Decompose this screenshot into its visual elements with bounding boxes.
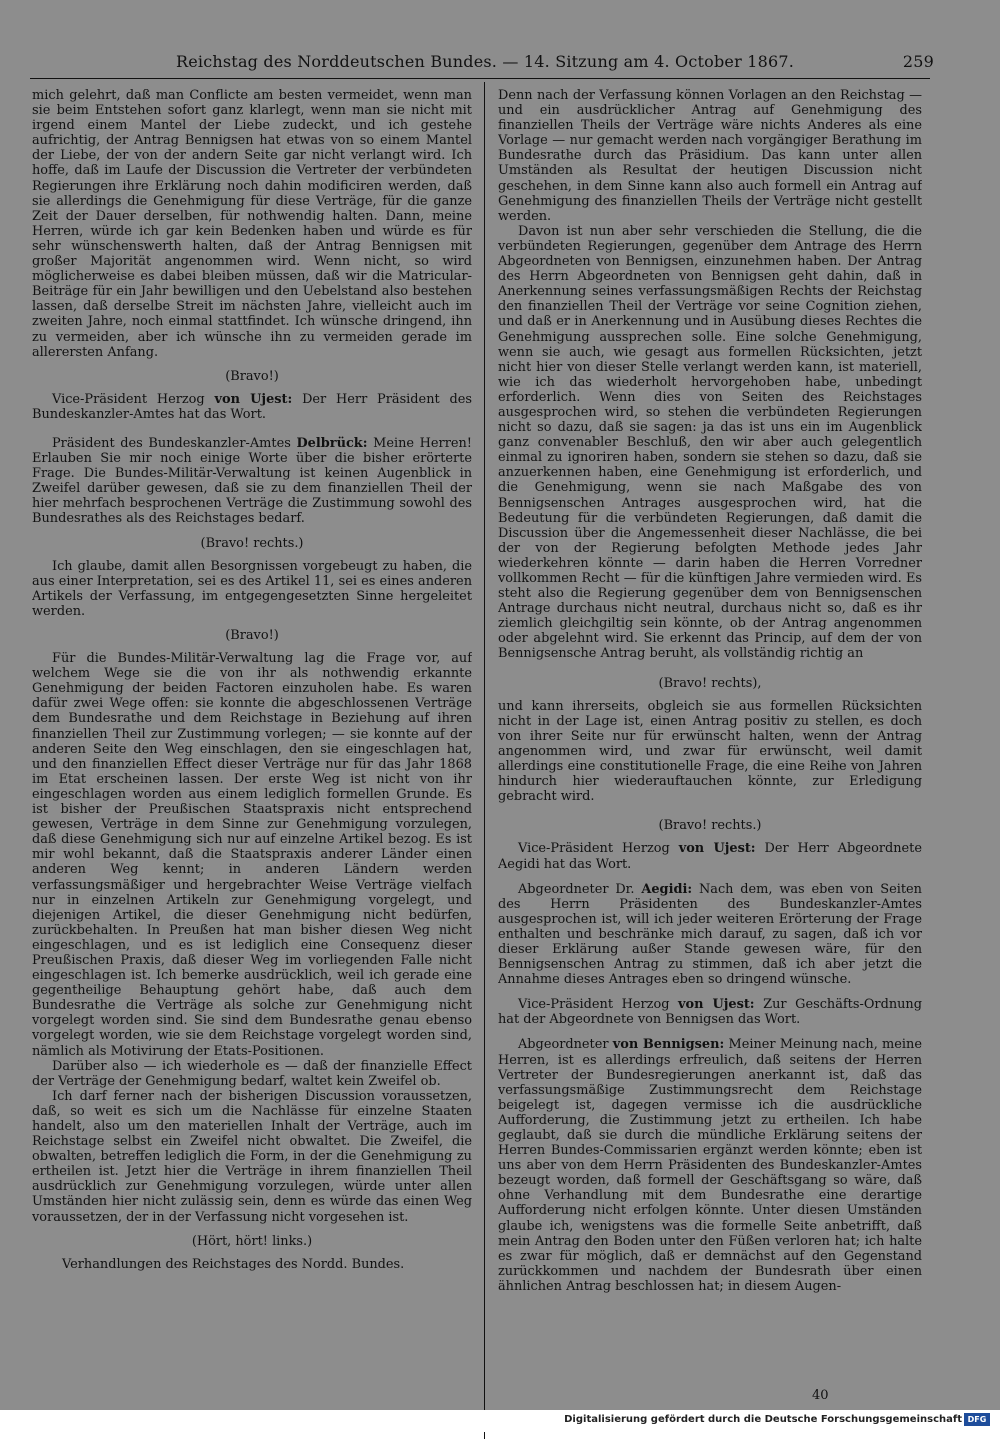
speaker-prefix: Abgeordneter Dr. bbox=[518, 881, 635, 897]
speaker-paragraph bbox=[32, 392, 472, 422]
interjection: (Bravo! rechts), bbox=[658, 675, 762, 691]
speaker-paragraph bbox=[32, 436, 472, 527]
column-divider bbox=[484, 82, 485, 1439]
speaker-text: Nach dem, was eben von Seiten des Herrn Präsidenten des Bundeskanzler-Amtes ausgesprochen ist, will ich jeder weiteren Erörterung der Frage enthalten und beschränke mich darauf, zu sagen, daß ich vor dieser Erklärung außer Stande gewesen wäre, für den Bennigsenschen Antrag zu stimmen, daß ich aber jetzt die Annahme dieses Antrages eben so dringend wünsche. bbox=[498, 881, 922, 988]
dfg-logo-icon[interactable]: DFG bbox=[964, 1413, 990, 1426]
paragraph: Ich darf ferner nach der bisherigen Discussion voraussetzen, daß, so weit es sich um die Nachlässe für einzelne Staaten handelt, also um den materiellen Inhalt der Verträge, auch im Reichstage selbst ein Zweifel nicht obwaltet. Die Zweifel, die obwalten, betreffen lediglich die Form, in der die Genehmigung zu ertheilen ist. Jetzt hier die Verträge in ihrem finanziellen Theil ausdrücklich zur Genehmigung vorzulegen, würde unter allen Umständen hier nicht zulässig sein, denn es würde das einen Weg voraussetzen, der in der Verfassung nicht vorgesehen ist. bbox=[32, 1088, 472, 1225]
paragraph: und kann ihrerseits, obgleich sie aus formellen Rücksichten nicht in der Lage ist, einen Antrag positiv zu stellen, es doch von ihrer Seite nur für erwünscht halten, wenn der Antrag angenommen wird, und zwar für erwünscht, weil damit allerdings eine constitutionelle Frage, die eine Reihe von Jahren hindurch hier wiederauftauchen könnte, zur Erledigung gebracht wird. bbox=[498, 698, 922, 805]
speaker-text: Meiner Meinung nach, meine Herren, ist es allerdings erfreulich, daß seitens der Herren Vertreter der Bundesregierungen anerkannt ist, daß das verfassungsmäßige Zustimmungsrecht dem Reichstage beigelegt ist, dagegen vermisse ich die ausdrückliche Aufforderung, die Zustimmung jetzt zu ertheilen. Ich habe geglaubt, daß sie durch die mündliche Erklärung seitens der Herren Bundes-Commissarien ergänzt werden könnte; eben ist uns aber von dem Herrn Präsidenten des Bundeskanzler-Amtes bezeugt worden, daß formell der Geschäftsgang so wäre, daß ohne Verhandlung mit dem Bundesrathe eine derartige Aufforderung nicht erfolgen könnte. Unter diesen Umständen glaube ich, wenigstens was die formelle Seite anbetrifft, daß mein Antrag den Boden unter den Füßen verloren hat; ich halte es zwar für möglich, daß er demnächst auf den Gegenstand zurückkommen und nachdem der Bundesrath über einen ähnlichen Antrag beschlossen hat; in diesem Augen- bbox=[498, 1037, 922, 1294]
paragraph: Ich glaube, damit allen Besorgnissen vorgebeugt zu haben, die aus einer Interpretation, sei es des Artikel 11, sei es eines anderen Artikels der Verfassung, im entgegengesetzten Sinne hergeleitet werden. bbox=[32, 558, 472, 619]
speaker-text: Der Herr Präsident des Bundeskanzler-Amtes hat das Wort. bbox=[32, 391, 472, 422]
page-title: Reichstag des Norddeutschen Bundes. — 14. Sitzung am 4. October 1867. bbox=[176, 52, 795, 71]
speaker-text: Zur Geschäfts-Ordnung hat der Abgeordnete von Bennigsen das Wort. bbox=[498, 997, 922, 1028]
speaker-prefix: Präsident des Bundeskanzler-Amtes bbox=[52, 435, 291, 451]
speaker-prefix: Vice-Präsident Herzog bbox=[518, 997, 670, 1013]
speaker-prefix: Vice-Präsident Herzog bbox=[52, 391, 205, 407]
speaker-name: Delbrück: bbox=[296, 435, 368, 451]
paragraph: mich gelehrt, daß man Conflicte am besten vermeidet, wenn man sie beim Entstehen sofort ganz klarlegt, wenn man sie nicht mit irgend einem Mantel der Liebe zudeckt, und ich gestehe aufrichtig, der Antrag Bennigsen hat etwas von so einem Mantel der Liebe, der von der andern Seite gar nicht verlangt wird. Ich hoffe, daß im Laufe der Discussion die Vertreter der verbündeten Regierungen ihre Erklärung noch dahin modificiren werden, daß sie allerdings die Genehmigung für diese Verträge, für die ganze Zeit der Dauer derselben, für nothwendig halten. Dann, meine Herren, würde ich gar kein Bedenken haben und würde es für sehr wünschenswerth halten, daß der Antrag Bennigsen mit großer Majorität angenommen wird. Wenn nicht, so wird möglicherweise es dabei bleiben müssen, daß wir die Matricular-Beiträge für ein Jahr bewilligen und den Uebelstand also bestehen lassen, daß derselbe Streit im nächsten Jahre, vielleicht auch im zweiten Jahre, noch einmal stattfindet. Ich wünsche dringend, ihn zu vermeiden, aber ich wünsche ihn zu vermeiden gerade im allerersten Anfang. bbox=[32, 88, 472, 360]
speaker-paragraph bbox=[498, 997, 922, 1027]
speaker-name: von Bennigsen: bbox=[612, 1037, 725, 1053]
speaker-name: Aegidi: bbox=[641, 881, 693, 897]
header-rule bbox=[30, 78, 930, 79]
page-footer-note: Verhandlungen des Reichstages des Nordd. Bundes. bbox=[62, 1256, 405, 1272]
speaker-name: von Ujest: bbox=[678, 997, 755, 1013]
dfg-credit[interactable]: Digitalisierung gefördert durch die Deutsche Forschungsgemeinschaft bbox=[564, 1414, 962, 1425]
paragraph: Denn nach der Verfassung können Vorlagen an den Reichstag — und ein ausdrücklicher Antrag auf Genehmigung des finanziellen Theils der Verträge wäre nichts Anderes als eine Vorlage — nur gemacht werden nach vorgängiger Berathung im Bundesrathe durch das Präsidium. Das kann unter allen Umständen als Resultat der heutigen Discussion nicht geschehen, in dem Sinne kann also auch formell ein Antrag auf Genehmigung des finanziellen Theils der Verträge nicht gestellt werden. bbox=[498, 88, 922, 224]
speaker-paragraph bbox=[498, 841, 922, 871]
signature-mark: 40 bbox=[812, 1388, 829, 1403]
interjection: (Bravo! rechts.) bbox=[200, 535, 304, 551]
speaker-prefix: Vice-Präsident Herzog bbox=[518, 841, 670, 857]
interjection: (Bravo!) bbox=[225, 368, 279, 384]
paragraph: Davon ist nun aber sehr verschieden die Stellung, die die verbündeten Regierungen, gegenüber dem Antrage des Herrn Abgeordneten von Bennigsen, einzunehmen haben. Der Antrag des Herrn Abgeordneten von Bennigsen geht dahin, daß in Anerkennung seines verfassungsmäßigen Rechts der Reichstag den finanziellen Theil der Verträge vor seine Cognition ziehen, und daß er in Anerkennung und in Ausübung dieses Rechtes die Genehmigung aussprechen solle. Eine solche Genehmigung, wenn sie auch, wie gesagt aus formellen Rücksichten, jetzt nicht hier von dieser Stelle verlangt werden kann, ist materiell, wie ich das wiederholt hervorgehoben habe, unbedingt erforderlich. Wenn dies von Seiten des Reichstages ausgesprochen wird, so stehen die verbündeten Regierungen nicht so dazu, daß sie sagen: ja das ist uns ein im Augenblick ganz convenabler Beschluß, den wir aber auch gelegentlich einmal zu ignoriren haben, sondern sie stehen so dazu, daß sie anzuerkennen haben, eine Genehmigung ist erforderlich, und die Genehmigung, wenn sie nach Maßgabe des von Bennigsenschen Antrages ausgesprochen wird, hat die Bedeutung für die verbündeten Regierungen, daß damit die Discussion über die Angemessenheit dieser Nachlässe, die bei der von der Regierung befolgten Methode jedes Jahr wiederkehren könnte — darin haben die Herren Vorredner vollkommen Recht — für die künftigen Jahre vermieden wird. Es steht also die Regierung gegenüber dem von Bennigsenschen Antrage durchaus nicht neutral, durchaus nicht so, daß es ihr ziemlich gleichgiltig sein könnte, ob der Antrag angenommen oder abgelehnt wird. Sie erkennt das Princip, auf dem der von Bennigsensche Antrag beruht, als vollständig richtig an bbox=[498, 223, 922, 662]
speaker-paragraph bbox=[498, 882, 922, 988]
interjection: (Bravo! rechts.) bbox=[658, 818, 762, 834]
right-column bbox=[498, 88, 922, 1388]
speaker-text: Meine Herren! Erlauben Sie mir noch einige Worte über die bisher erörterte Frage. Die Bundes-Militär-Verwaltung ist keinen Augenblick in Zweifel darüber gewesen, daß sie zu dem finanziellen Theil der hier mehrfach besprochenen Verträge die Zustimmung sowohl des Bundesrathes als des Reichstages bedarf. bbox=[32, 435, 472, 527]
speaker-name: von Ujest: bbox=[214, 391, 293, 407]
interjection: (Hört, hört! links.) bbox=[191, 1233, 313, 1249]
speaker-name: von Ujest: bbox=[678, 841, 756, 857]
speaker-prefix: Abgeordneter bbox=[518, 1037, 609, 1053]
paragraph: Für die Bundes-Militär-Verwaltung lag die Frage vor, auf welchem Wege sie die von ihr als nothwendig erkannte Genehmigung der beiden Factoren einzuholen habe. Es waren dafür zwei Wege offen: sie konnte die abgeschlossenen Verträge dem Bundesrathe und dem Reichstage in Beziehung auf ihren finanziellen Theil zur Zustimmung vorlegen; — sie konnte auf der anderen Seite den Weg einschlagen, den sie eingeschlagen hat, und den finanziellen Effect dieser Verträge nur für das Jahr 1868 im Etat erscheinen lassen. Der erste Weg ist nicht von ihr eingeschlagen worden aus einem lediglich formellen Grunde. Es ist bisher der Preußischen Staatspraxis nicht entsprechend gewesen, Verträge in dem Sinne zur Genehmigung vorzulegen, daß diese Genehmigung sich nur auf einzelne Artikel bezog. Es ist mir wohl bekannt, daß die Staatspraxis anderer Länder einen anderen Weg kennt; in anderen Ländern werden verfassungsmäßiger und hergebrachter Weise Verträge vielfach nur in einzelnen Artikeln zur Genehmigung vorgelegt, und diejenigen Artikel, die dieser Genehmigung nicht bedürfen, zurückbehalten. In Preußen hat man bisher diesen Weg nicht eingeschlagen, und es ist lediglich eine Consequenz dieser Preußischen Praxis, daß dieser Weg im vorliegenden Falle nicht eingeschlagen ist. Ich bemerke ausdrücklich, weil ich gerade eine gegentheilige Behauptung gehört habe, daß auch dem Bundesrathe die Verträge als solche zur Genehmigung nicht vorgelegt worden sind. Sie sind dem Bundesrathe genau ebenso vorgelegt worden, wie sie dem Reichstage vorgelegt worden sind, nämlich als Motivirung der Etats-Positionen. bbox=[32, 651, 472, 1059]
page-number: 259 bbox=[902, 52, 934, 71]
left-column bbox=[32, 88, 472, 1388]
speaker-paragraph bbox=[498, 1037, 922, 1294]
interjection: (Bravo!) bbox=[225, 628, 279, 643]
paragraph: Darüber also — ich wiederhole es — daß der finanzielle Effect der Verträge der Genehmigung bedarf, waltet kein Zweifel ob. bbox=[32, 1058, 472, 1089]
speaker-text: Der Herr Abgeordnete Aegidi hat das Wort. bbox=[498, 841, 922, 872]
